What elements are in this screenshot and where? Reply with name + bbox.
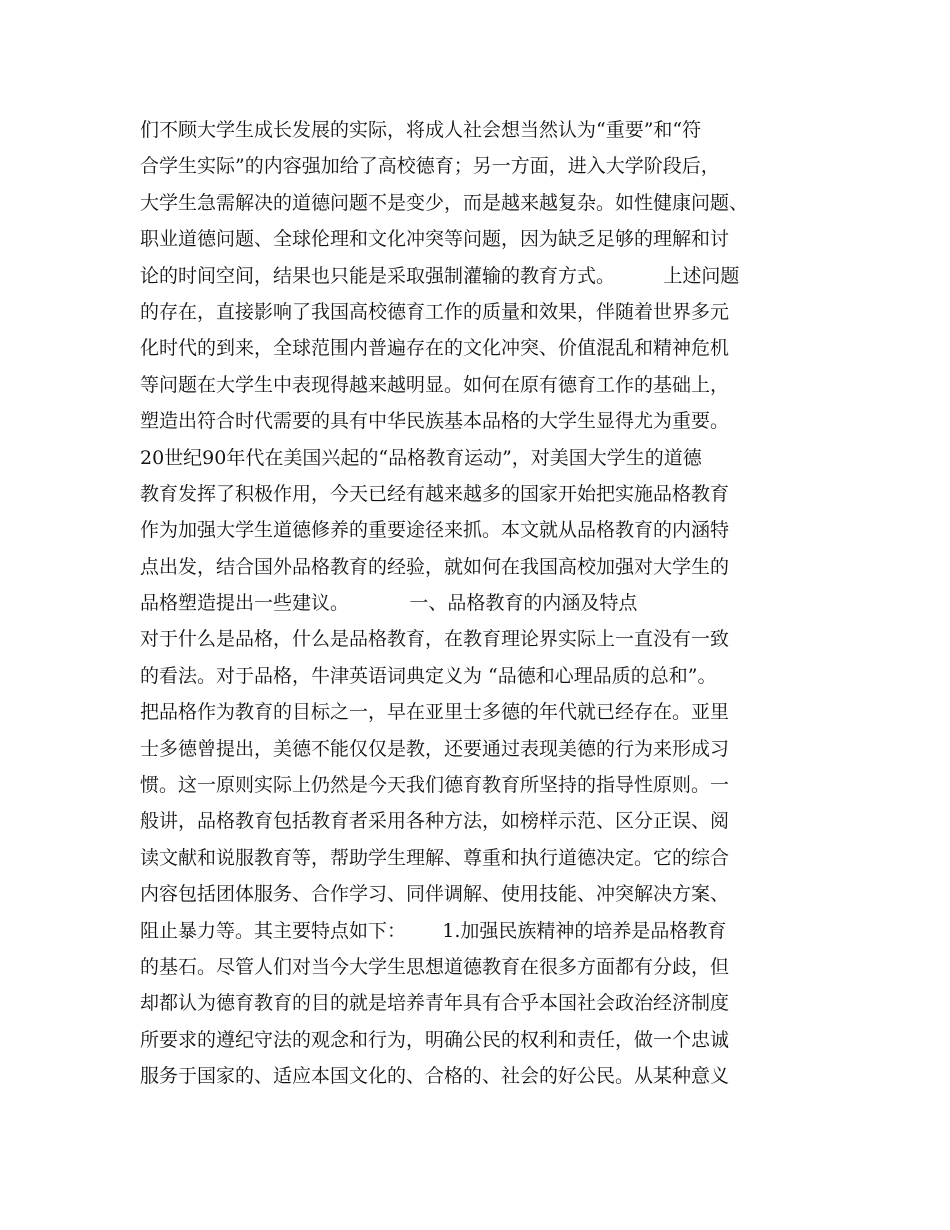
text-line: 士多德曾提出，美德不能仅仅是教，还要通过表现美德的行为来形成习 xyxy=(140,737,730,760)
text-line: 20世纪90年代在美国兴起的“品格教育运动”，对美国大学生的道德 xyxy=(140,446,702,469)
text-line: 服务于国家的、适应本国文化的、合格的、社会的好公民。从某种意义 xyxy=(140,1065,730,1088)
text-line: 职业道德问题、全球伦理和文化冲突等问题，因为缺乏足够的理解和讨 xyxy=(140,228,730,251)
text-line: 内容包括团体服务、合作学习、同伴调解、使用技能、冲突解决方案、 xyxy=(140,883,730,906)
text-line: 等问题在大学生中表现得越来越明显。如何在原有德育工作的基础上， xyxy=(140,373,730,396)
text-line: 大学生急需解决的道德问题不是变少，而是越来越复杂。如性健康问题、 xyxy=(140,191,749,214)
text-line: 对于什么是品格，什么是品格教育，在教育理论界实际上一直没有一致 xyxy=(140,628,730,651)
text-line: 惯。这一原则实际上仍然是今天我们德育教育所坚持的指导性原则。一 xyxy=(140,774,730,797)
text-line: 们不顾大学生成长发展的实际，将成人社会想当然认为“重要”和“符 xyxy=(140,119,702,141)
text-line: 却都认为德育教育的目的就是培养青年具有合乎本国社会政治经济制度 xyxy=(140,992,730,1015)
text-line: 的基石。尽管人们对当今大学生思想道德教育在很多方面都有分歧，但 xyxy=(140,955,730,978)
body-text xyxy=(140,112,840,1095)
text-line: 阻止暴力等。其主要特点如下： 1.加强民族精神的培养是品格教育 xyxy=(140,919,727,942)
text-line: 的看法。对于品格，牛津英语词典定义为 “品德和心理品质的总和”。 xyxy=(140,664,717,687)
text-line: 教育发挥了积极作用，今天已经有越来越多的国家开始把实施品格教育 xyxy=(140,482,730,505)
text-line: 论的时间空间，结果也只能是采取强制灌输的教育方式。 上述问题 xyxy=(140,264,740,287)
text-line: 合学生实际”的内容强加给了高校德育；另一方面，进入大学阶段后， xyxy=(140,155,720,178)
text-line: 把品格作为教育的目标之一，早在亚里士多德的年代就已经存在。亚里 xyxy=(140,701,730,724)
text-line: 塑造出符合时代需要的具有中华民族基本品格的大学生显得尤为重要。 xyxy=(140,410,730,433)
text-line: 般讲，品格教育包括教育者采用各种方法，如榜样示范、区分正误、阅 xyxy=(140,810,730,833)
text-line: 作为加强大学生道德修养的重要途径来抓。本文就从品格教育的内涵特 xyxy=(140,519,730,542)
text-line: 读文献和说服教育等，帮助学生理解、尊重和执行道德决定。它的综合 xyxy=(140,846,730,869)
text-line: 的存在，直接影响了我国高校德育工作的质量和效果，伴随着世界多元 xyxy=(140,300,730,323)
text-line: 所要求的遵纪守法的观念和行为，明确公民的权利和责任，做一个忠诚 xyxy=(140,1028,730,1051)
text-line: 品格塑造提出一些建议。 一、品格教育的内涵及特点 xyxy=(140,592,638,615)
text-line: 点出发，结合国外品格教育的经验，就如何在我国高校加强对大学生的 xyxy=(140,555,730,578)
text-line: 化时代的到来，全球范围内普遍存在的文化冲突、价值混乱和精神危机 xyxy=(140,337,730,360)
